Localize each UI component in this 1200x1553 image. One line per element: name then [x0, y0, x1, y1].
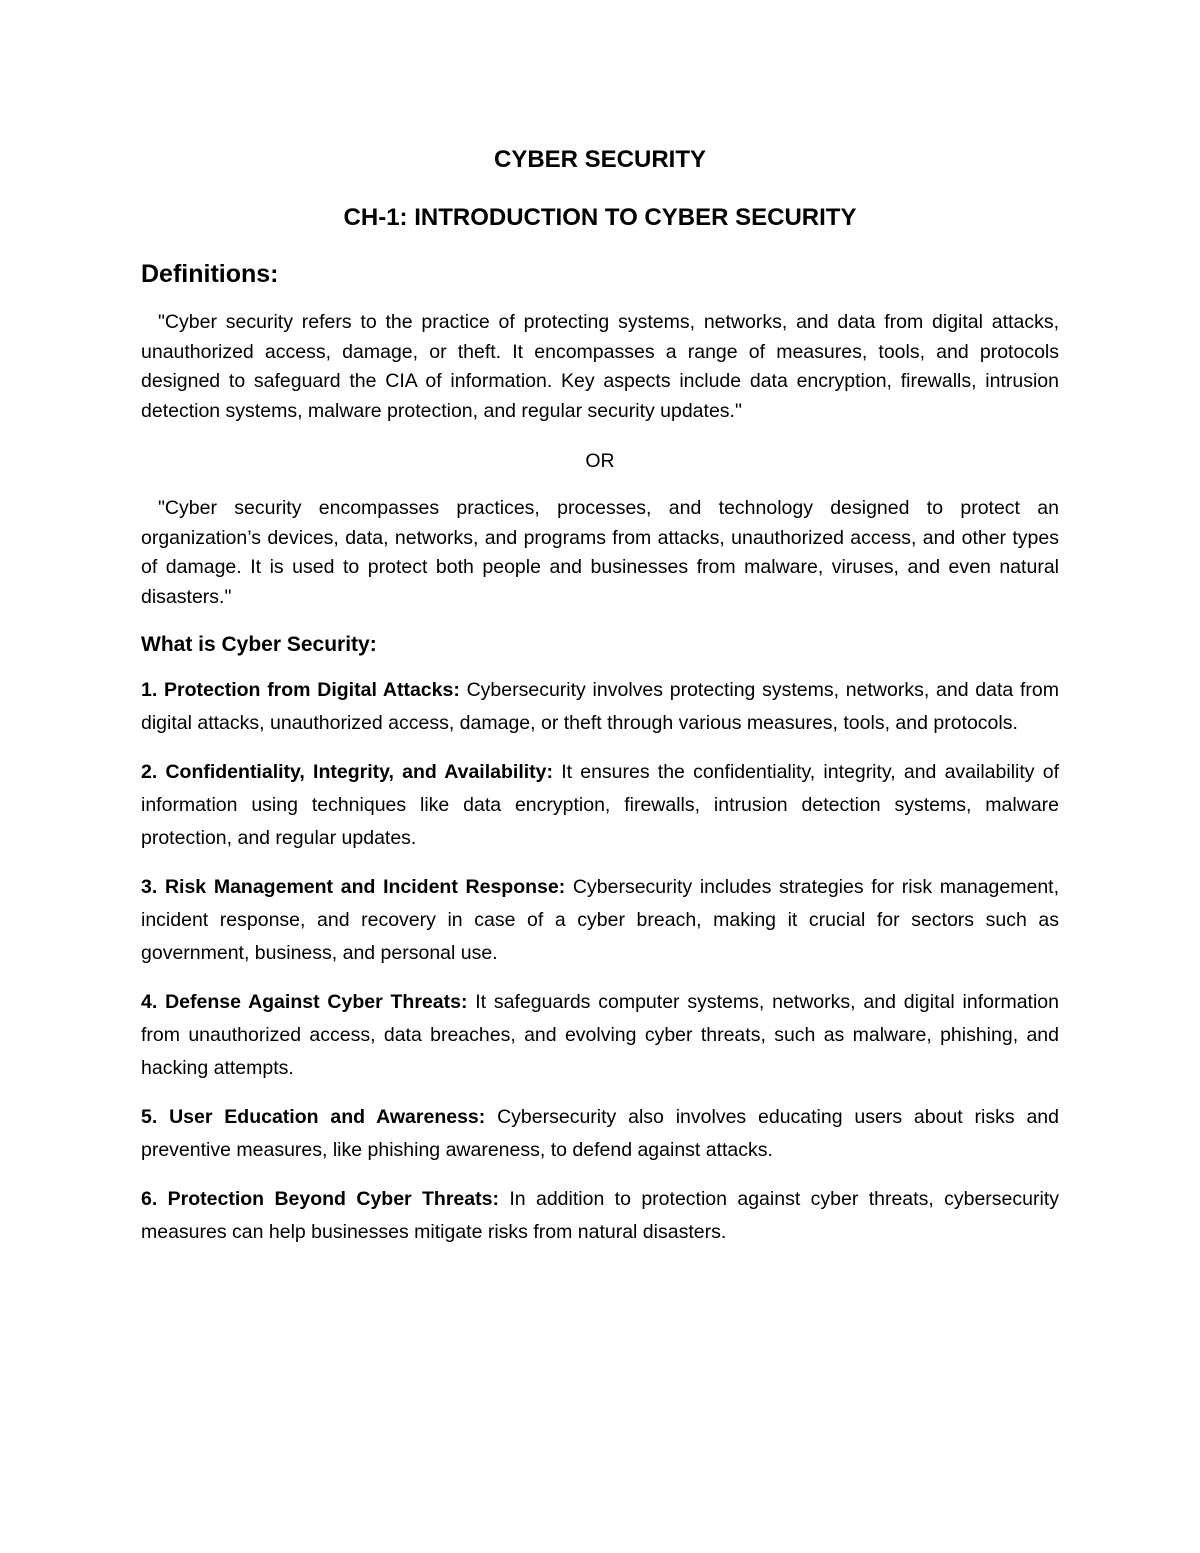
list-item-lead: 6. Protection Beyond Cyber Threats:	[141, 1188, 499, 1210]
list-item-text: Cybersecurity involves protecting systems, networks, and data from digital attacks, unauthorized access, damage, or theft through various measures, tools, and protocols.	[141, 679, 1059, 734]
list-item	[141, 756, 1059, 855]
or-separator: OR	[585, 450, 615, 472]
chapter-title: CH-1: INTRODUCTION TO CYBER SECURITY	[343, 204, 857, 231]
list-item-lead: 2. Confidentiality, Integrity, and Availability:	[141, 761, 553, 783]
list-item-text: Cybersecurity also involves educating users about risks and preventive measures, like phishing awareness, to defend against attacks.	[141, 1106, 1059, 1161]
document-body	[141, 140, 1059, 1249]
list-item-text: In addition to protection against cyber threats, cybersecurity measures can help businesses mitigate risks from natural disasters.	[141, 1188, 1059, 1243]
definition-paragraph-1: "Cyber security refers to the practice of protecting systems, networks, and data from digital attacks, unauthorized access, damage, or theft. It encompasses a range of measures, tools, and protocols designed to safeguard the CIA of information. Key aspects include data encryption, firewalls, intrusion detection systems, malware protection, and regular security updates."	[141, 311, 1059, 422]
list-item	[141, 1183, 1059, 1249]
definitions-heading: Definitions:	[141, 260, 279, 288]
definition-paragraph-2: "Cyber security encompasses practices, processes, and technology designed to protect an organization’s devices, data, networks, and programs from attacks, unauthorized access, and other types of damage. It is used to protect both people and businesses from malware, viruses, and even natural disasters."	[141, 497, 1059, 608]
list-item	[141, 871, 1059, 970]
list-item	[141, 1101, 1059, 1167]
list-item-lead: 4. Defense Against Cyber Threats:	[141, 991, 468, 1013]
list-item-text: It ensures the confidentiality, integrity, and availability of information using techniques like data encryption, firewalls, intrusion detection systems, malware protection, and regular updates.	[141, 761, 1059, 849]
list-item	[141, 986, 1059, 1085]
list-item	[141, 674, 1059, 740]
list-item-lead: 1. Protection from Digital Attacks:	[141, 679, 460, 701]
list-item-lead: 3. Risk Management and Incident Response:	[141, 876, 566, 898]
document-title: CYBER SECURITY	[493, 146, 707, 173]
list-item-lead: 5. User Education and Awareness:	[141, 1106, 486, 1128]
list-item-text: It safeguards computer systems, networks, and digital information from unauthorized access, data breaches, and evolving cyber threats, such as malware, phishing, and hacking attempts.	[141, 991, 1059, 1079]
list-item-text: Cybersecurity includes strategies for risk management, incident response, and recovery in case of a cyber breach, making it crucial for sectors such as government, business, and personal use.	[141, 876, 1059, 964]
what-is-heading: What is Cyber Security:	[141, 633, 377, 656]
